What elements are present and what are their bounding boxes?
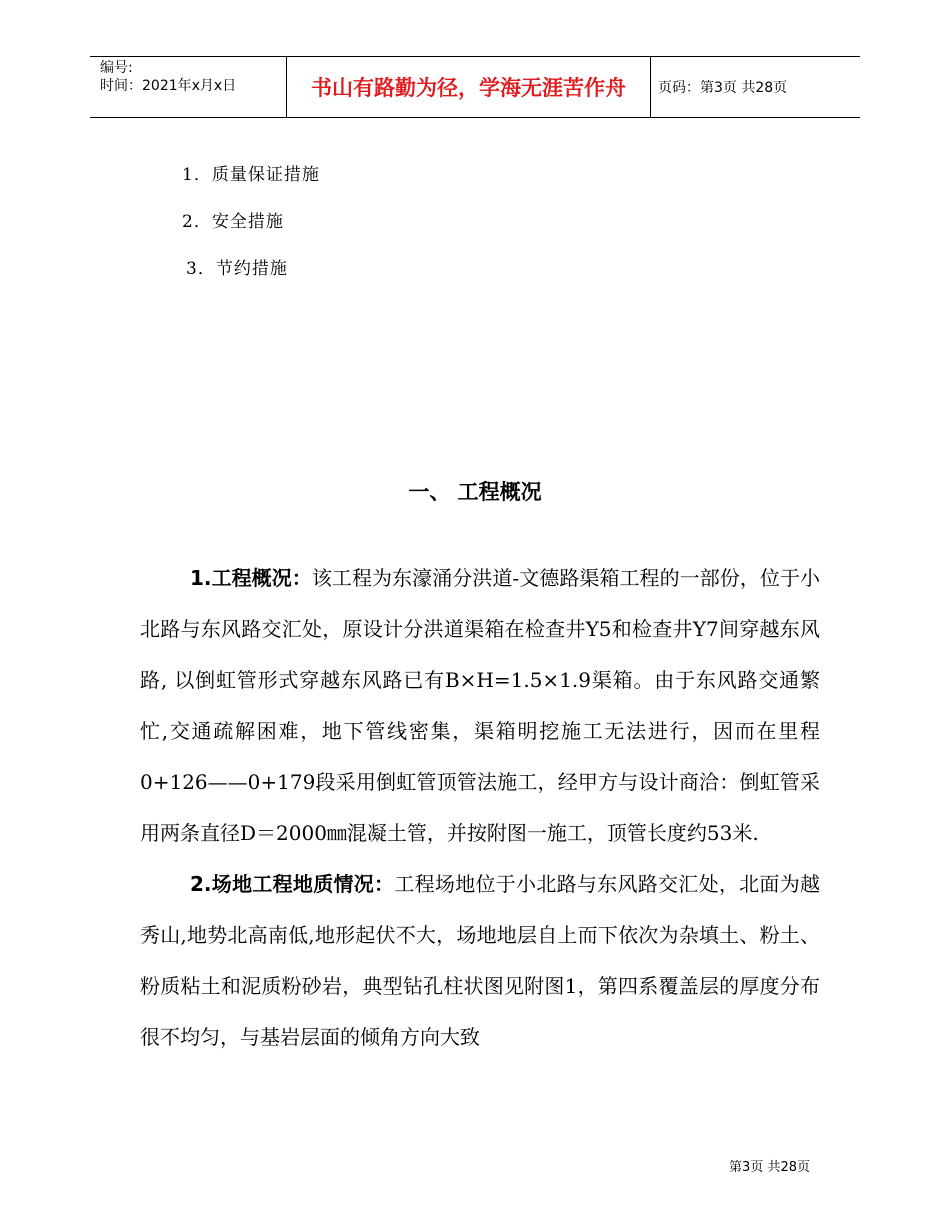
body-text <box>140 553 820 1063</box>
page-footer: 第3页 共28页 <box>729 1160 810 1175</box>
toc-list <box>182 162 320 303</box>
toc-item-quality: 1．质量保证措施 <box>182 165 320 185</box>
header-meta <box>100 59 290 95</box>
paragraph-text: 工程场地位于小北路与东风路交汇处，北面为越秀山,地势北高南低,地形起伏不大，场地地层自上而下依次为杂填土、粉土、粉质粘土和泥质粉砂岩，典型钻孔柱状图见附图1，第四系覆盖层的厚度分布很不均匀，与基岩层面的倾角方向大致 <box>140 872 820 1049</box>
section-title: 一、 工程概况 <box>408 480 542 504</box>
page-header <box>90 56 860 118</box>
toc-item-safety: 2．安全措施 <box>182 212 284 232</box>
paragraph-geology <box>140 859 820 1063</box>
paragraph-label: 1.工程概况： <box>190 566 312 590</box>
document-number-label: 编号: <box>100 60 133 76</box>
header-page-number: 页码：第3页 共28页 <box>658 80 788 96</box>
header-motto: 书山有路勤为径，学海无涯苦作舟 <box>311 76 626 100</box>
document-time-label: 时间：2021年x月x日 <box>100 78 237 94</box>
paragraph-text: 该工程为东濠涌分洪道-文德路渠箱工程的一部份，位于小北路与东风路交汇处，原设计分洪道渠箱在检查井Y5和检查井Y7间穿越东风路, 以倒虹管形式穿越东风路已有B×H=1.5×1.9渠箱。由于东风路交通繁忙,交通疏解困难，地下管线密集，渠箱明挖施工无法进行，因而在里程0+126——0+179段采用倒虹管顶管法施工，经甲方与设计商洽：倒虹管采用两条直径D＝2000㎜混凝土管，并按附图一施工，顶管长度约53米. <box>140 566 821 845</box>
paragraph-label: 2.场地工程地质情况： <box>190 872 395 896</box>
header-divider <box>650 57 651 117</box>
paragraph-project-overview <box>140 553 820 859</box>
toc-item-saving: 3．节约措施 <box>186 259 288 279</box>
